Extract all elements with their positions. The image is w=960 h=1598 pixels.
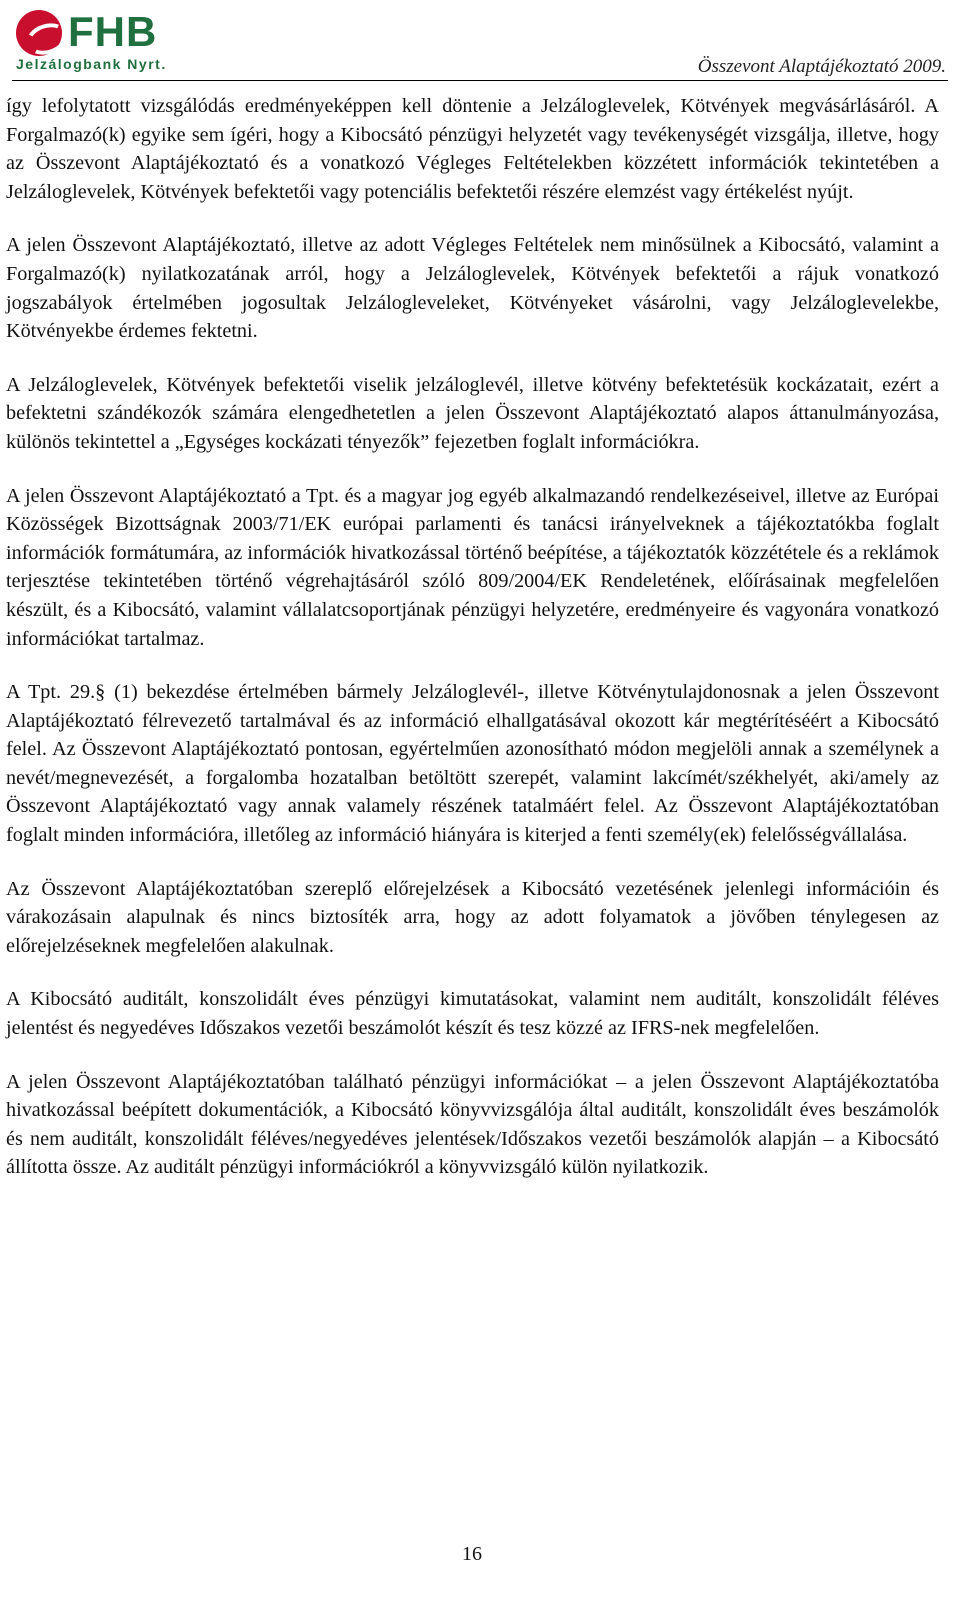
logo-subtext: Jelzálogbank Nyrt. (16, 56, 167, 72)
document-body (6, 92, 939, 1207)
paragraph: A jelen Összevont Alaptájékoztató a Tpt. és a magyar jog egyéb alkalmazandó rendelkezéseivel, illetve az Európai Közösségek Bizottságnak 2003/71/EK európai parlamenti és tanácsi irányelveknek a tájékoztatókba foglalt információk formátumára, az információk hivatkozással történő beépítése, a tájékoztatók közzététele és a reklámok terjesztése tekintetében történő végrehajtásáról szóló 809/2004/EK Rendeletének, előírásainak megfelelően készült, és a Kibocsátó, valamint vállalatcsoportjának pénzügyi helyzetére, eredményeire és vagyonára vonatkozó információkat tartalmaz. (6, 484, 939, 650)
paragraph: A jelen Összevont Alaptájékoztató, illetve az adott Végleges Feltételek nem minősülnek a Kibocsátó, valamint a Forgalmazó(k) nyilatkozatának arról, hogy a Jelzáloglevelek, Kötvények befektetői a rájuk vonatkozó jogszabályok értelmében jogosultak Jelzálogleveleket, Kötvényeket vásárolni, vagy Jelzáloglevelekbe, Kötvényekbe érdemes fektetni. (6, 234, 939, 343)
paragraph: A Tpt. 29.§ (1) bekezdése értelmében bármely Jelzáloglevél-, illetve Kötvénytulajdonosnak a jelen Összevont Alaptájékoztató félrevezető tartalmával és az információ elhallgatásával okozott kár megtérítéséért a Kibocsátó felel. Az Összevont Alaptájékoztató pontosan, egyértelműen azonosítható módon megjelöli annak a személynek a nevét/megnevezését, a forgalomba hozatalban betöltött szerepét, valamint lakcímét/székhelyét, aki/amely az Összevont Alaptájékoztató vagy annak valamely részének tatalmáért felel. Az Összevont Alaptájékoztatóban foglalt minden információra, illetőleg az információ hiányára is kiterjed a fenti személy(ek) felelősségvállalása. (6, 681, 939, 847)
fhb-logo (12, 6, 192, 78)
page-number: 16 (462, 1543, 482, 1565)
page-header (12, 6, 948, 80)
swirl-icon (22, 18, 71, 60)
paragraph: így lefolytatott vizsgálódás eredményeképpen kell döntenie a Jelzáloglevelek, Kötvények megvásárlásáról. A Forgalmazó(k) egyike sem ígéri, hogy a Kibocsátó pénzügyi helyzetét vagy tevékenységét vizsgálja, illetve, hogy az Összevont Alaptájékoztató és a vonatkozó Végleges Feltételekben közzétett információk tekintetében a Jelzáloglevelek, Kötvények befektetői vagy potenciális befektetői részére elemzést vagy értékelést nyújt. (6, 95, 939, 203)
fhb-logo-mark-icon (16, 10, 62, 56)
logo-text: FHB (68, 8, 158, 55)
paragraph: A jelen Összevont Alaptájékoztatóban található pénzügyi információkat – a jelen Összevont Alaptájékoztatóba hivatkozással beépített dokumentációk, a Kibocsátó könyvvizsgálója által auditált, konszolidált éves beszámolók és nem auditált, konszolidált féléves/negyedéves jelentések/Időszakos vezetői beszámolók alapján – a Kibocsátó állította össze. Az auditált pénzügyi információkról a könyvvizsgáló külön nyilatkozik. (6, 1070, 939, 1179)
paragraph: Az Összevont Alaptájékoztatóban szereplő előrejelzések a Kibocsátó vezetésének jelenlegi információin és várakozásain alapulnak és nincs biztosíték arra, hogy az adott folyamatok a jövőben ténylegesen az előrejelzéseknek megfelelően alakulnak. (6, 877, 939, 957)
header-divider (12, 80, 948, 81)
paragraph: A Jelzáloglevelek, Kötvények befektetői viselik jelzáloglevél, illetve kötvény befektetésük kockázatait, ezért a befektetni szándékozók számára elengedhetetlen a jelen Összevont Alaptájékoztató alapos áttanulmányozása, különös tekintettel a „Egységes kockázati tényezők” fejezetben foglalt információkra. (6, 373, 939, 453)
document-title: Összevont Alaptájékoztató 2009. (697, 56, 946, 77)
paragraph: A Kibocsátó auditált, konszolidált éves pénzügyi kimutatásokat, valamint nem auditált, konszolidált féléves jelentést és negyedéves Időszakos vezetői beszámolót készít és tesz közzé az IFRS-nek megfelelően. (6, 988, 939, 1040)
